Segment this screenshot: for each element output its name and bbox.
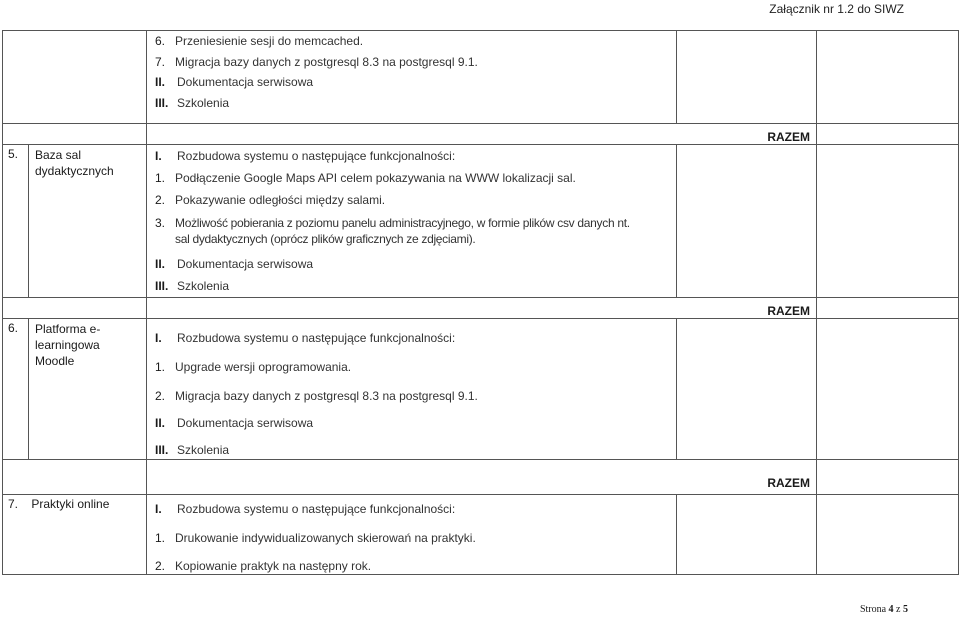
list-item: 2. Kopiowanie praktyk na następny rok. xyxy=(155,559,372,573)
table-row xyxy=(3,495,959,575)
document-header: Załącznik nr 1.2 do SIWZ xyxy=(769,2,904,16)
list-item: 1. Drukowanie indywidualizowanych skierowań na praktyki. xyxy=(155,531,476,545)
item-list xyxy=(147,319,677,460)
list-item: I. Rozbudowa systemu o następujące funkcjonalności: xyxy=(155,331,456,345)
table-row xyxy=(3,145,959,298)
table-row xyxy=(3,319,959,460)
list-item: 1. Upgrade wersji oprogramowania. xyxy=(155,360,352,374)
list-item: II. Dokumentacja serwisowa xyxy=(155,75,314,89)
row-name: Baza sal dydaktycznych xyxy=(29,145,147,298)
row-number: 7. xyxy=(8,497,19,511)
item-list xyxy=(147,31,677,124)
list-item: 7. Migracja bazy danych z postgresql 8.3 na postgresql 9.1. xyxy=(155,54,478,69)
list-item: III. Szkolenia xyxy=(155,279,230,293)
razem-label: RAZEM xyxy=(147,460,817,495)
list-item: 2. Pokazywanie odległości między salami. xyxy=(155,193,386,207)
list-item: II. Dokumentacja serwisowa xyxy=(155,416,314,430)
specification-table xyxy=(2,30,959,575)
razem-row xyxy=(3,460,959,495)
row-name: Platforma e-learningowa Moodle xyxy=(29,319,147,460)
list-item: 1. Podłączenie Google Maps API celem pokazywania na WWW lokalizacji sal. xyxy=(155,171,576,185)
page-footer: Strona 4 z 5 xyxy=(859,604,908,615)
razem-row xyxy=(3,124,959,145)
row-name-text: Praktyki online xyxy=(31,497,110,511)
list-item: 3. Możliwość pobierania z poziomu panelu administracyjnego, w formie plików csv danych nt. sal dydaktycznych (oprócz plików graficznych ze zdjęciami). xyxy=(155,216,630,246)
row-number: 5. xyxy=(3,145,29,298)
list-item: 2. Migracja bazy danych z postgresql 8.3 na postgresql 9.1. xyxy=(155,389,478,403)
razem-label: RAZEM xyxy=(147,298,817,319)
item-list xyxy=(147,145,677,298)
row-number: 6. xyxy=(3,319,29,460)
list-item: I. Rozbudowa systemu o następujące funkcjonalności: xyxy=(155,502,456,516)
row-name xyxy=(3,495,147,575)
list-item: III. Szkolenia xyxy=(155,95,230,110)
razem-label: RAZEM xyxy=(147,124,817,145)
list-item: 6. Przeniesienie sesji do memcached. xyxy=(155,34,364,48)
list-item: I. Rozbudowa systemu o następujące funkcjonalności: xyxy=(155,149,456,163)
item-list xyxy=(147,495,677,575)
list-item: II. Dokumentacja serwisowa xyxy=(155,257,314,271)
list-item: III. Szkolenia xyxy=(155,443,230,457)
razem-row xyxy=(3,298,959,319)
continuation-block xyxy=(3,31,959,124)
